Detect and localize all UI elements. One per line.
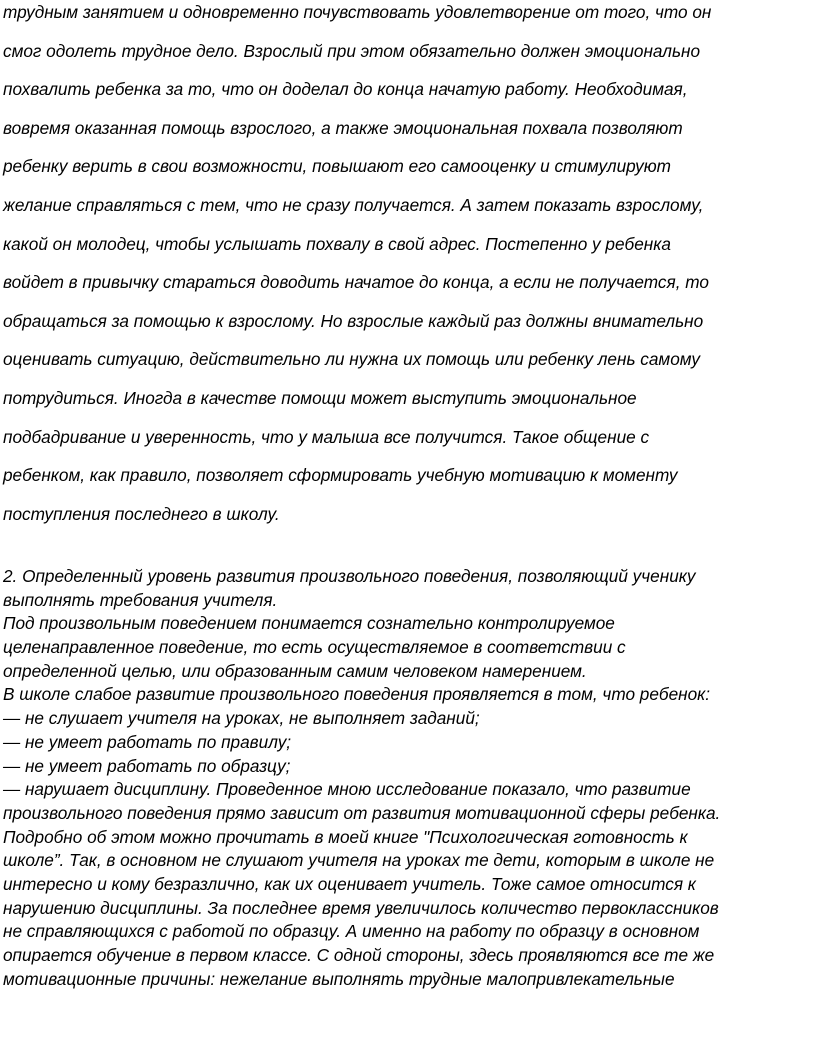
text-line: ребенку верить в свои возможности, повышают его самооценку и стимулируют	[3, 156, 672, 177]
section-2-voluntary-behavior	[3, 565, 809, 991]
text-line: интересно и кому безразлично, как их оценивает учитель. Тоже самое относится к	[3, 873, 696, 894]
text-line: войдет в привычку стараться доводить начатое до конца, а если не получается, то	[3, 272, 709, 293]
text-line: Под произвольным поведением понимается сознательно контролируемое	[3, 613, 615, 634]
text-line: желание справляться с тем, что не сразу получается. А затем показать взрослому,	[3, 194, 704, 215]
list-item: — не умеет работать по правилу;	[3, 731, 292, 752]
text-line: поступления последнего в школу.	[3, 503, 280, 524]
text-line: произвольного поведения прямо зависит от развития мотивационной сферы ребенка.	[3, 802, 721, 823]
text-line: похвалить ребенка за то, что он доделал до конца начатую работу. Необходимая,	[3, 79, 688, 100]
text-line: целенаправленное поведение, то есть осуществляемое в соответствии с	[3, 637, 626, 658]
section-heading-line: выполнять требования учителя.	[3, 589, 278, 610]
text-line: Подробно об этом можно прочитать в моей книге "Психологическая готовность к	[3, 826, 688, 847]
list-item: — не слушает учителя на уроках, не выполняет заданий;	[3, 708, 480, 729]
text-line: нарушению дисциплины. За последнее время увеличилось количество первоклассников	[3, 897, 719, 918]
text-line: опирается обучение в первом классе. С одной стороны, здесь проявляются все те же	[3, 945, 715, 965]
text-line: вовремя оказанная помощь взрослого, а также эмоциональная похвала позволяют	[3, 117, 683, 138]
text-line: не справляющихся с работой по образцу. А именно на работу по образцу в основном	[3, 921, 700, 942]
paragraph-1	[3, 0, 809, 533]
text-line: какой он молодец, чтобы услышать похвалу в свой адрес. Постепенно у ребенка	[3, 233, 671, 254]
text-line: трудным занятием и одновременно почувствовать удовлетворение от того, что он	[3, 2, 712, 22]
text-line: потрудиться. Иногда в качестве помощи может выступить эмоциональное	[3, 387, 637, 408]
list-item: — нарушает дисциплину. Проведенное мною исследование показало, что развитие	[3, 779, 691, 800]
text-line: определенной целью, или образованным самим человеком намерением.	[3, 660, 587, 681]
text-line: смог одолеть трудное дело. Взрослый при этом обязательно должен эмоционально	[3, 40, 701, 61]
section-heading-line: 2. Определенный уровень развития произвольного поведения, позволяющий ученику	[3, 566, 696, 586]
text-line: В школе слабое развитие произвольного поведения проявляется в том, что ребенок:	[3, 684, 711, 705]
list-item: — не умеет работать по образцу;	[3, 755, 291, 776]
text-line: школе”. Так, в основном не слушают учителя на уроках те дети, которым в школе не	[3, 850, 715, 871]
text-line: обращаться за помощью к взрослому. Но взрослые каждый раз должны внимательно	[3, 310, 704, 331]
text-line: ребенком, как правило, позволяет сформировать учебную мотивацию к моменту	[3, 465, 678, 486]
text-line: мотивационные причины: нежелание выполнять трудные малопривлекательные	[3, 968, 675, 989]
text-line: подбадривание и уверенность, что у малыша все получится. Такое общение с	[3, 426, 650, 447]
text-line: оценивать ситуацию, действительно ли нужна их помощь или ребенку лень самому	[3, 349, 700, 370]
